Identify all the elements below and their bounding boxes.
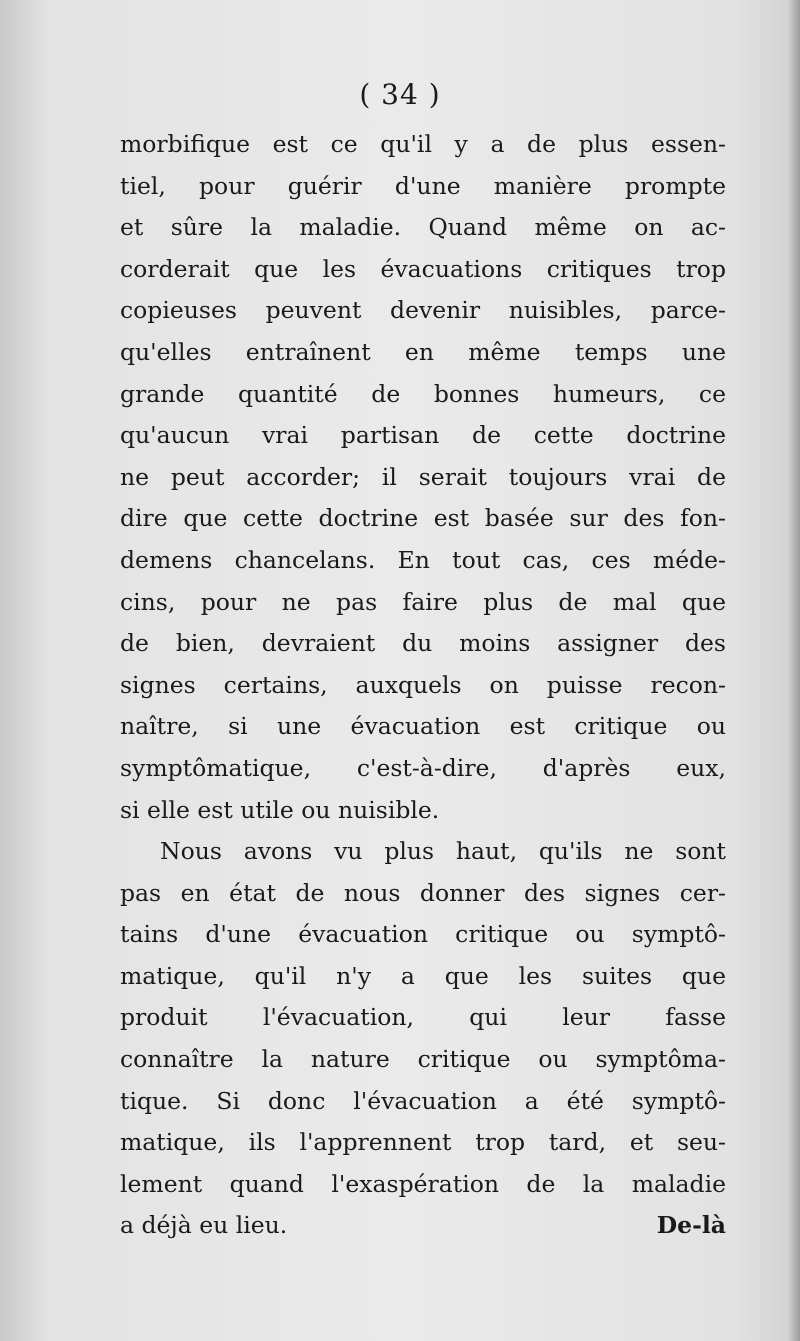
text-line: pas en état de nous donner des signes cer- [120,878,726,907]
text-line: tiel, pour guérir d'une manière prompte [120,171,726,200]
text-line: connaître la nature critique ou symptôma- [120,1045,726,1074]
text-line: qu'elles entraînent en même temps une [120,337,726,366]
text-line: corderait que les évacuations critiques trop [120,254,726,283]
text-line: naître, si une évacuation est critique ou [120,712,726,741]
text-line: symptômatique, c'est-à-dire, d'après eux, [120,753,726,782]
text-line: produit l'évacuation, qui leur fasse [120,1003,726,1032]
text-line: morbifique est ce qu'il y a de plus essen- [120,130,726,158]
body-text [120,124,726,1247]
page-number: ( 34 ) [359,78,441,111]
text-line: grande quantité de bonnes humeurs, ce [120,379,726,408]
paragraph-end-line: si elle est utile ou nuisible. [120,795,440,824]
paragraph-start-line: Nous avons vu plus haut, qu'ils ne sont [160,837,726,866]
text-line: copieuses peuvent devenir nuisibles, parce- [120,296,726,325]
text-line: demens chancelans. En tout cas, ces méde- [120,545,726,574]
text-line: lement quand l'exaspération de la maladie [120,1169,726,1198]
catchword: De-là [656,1211,726,1240]
text-line: de bien, devraient du moins assigner des [120,629,726,658]
final-line [120,1205,726,1247]
text-line: cins, pour ne pas faire plus de mal que [120,587,726,616]
text-line: ne peut accorder; il serait toujours vrai de [120,462,726,491]
text-line: matique, ils l'apprennent trop tard, et seu- [120,1128,726,1157]
text-line: dire que cette doctrine est basée sur des fon- [120,504,726,533]
text-line: qu'aucun vrai partisan de cette doctrine [120,421,726,450]
text-line: tique. Si donc l'évacuation a été symptô- [120,1086,726,1115]
text-line: tains d'une évacuation critique ou symptô- [120,920,726,949]
text-line: matique, qu'il n'y a que les suites que [120,961,726,990]
text-line: et sûre la maladie. Quand même on ac- [120,213,726,242]
text-line: signes certains, auxquels on puisse recon- [120,670,726,699]
final-line-text: a déjà eu lieu. [120,1211,288,1240]
page-edge-shadow [788,0,800,1341]
